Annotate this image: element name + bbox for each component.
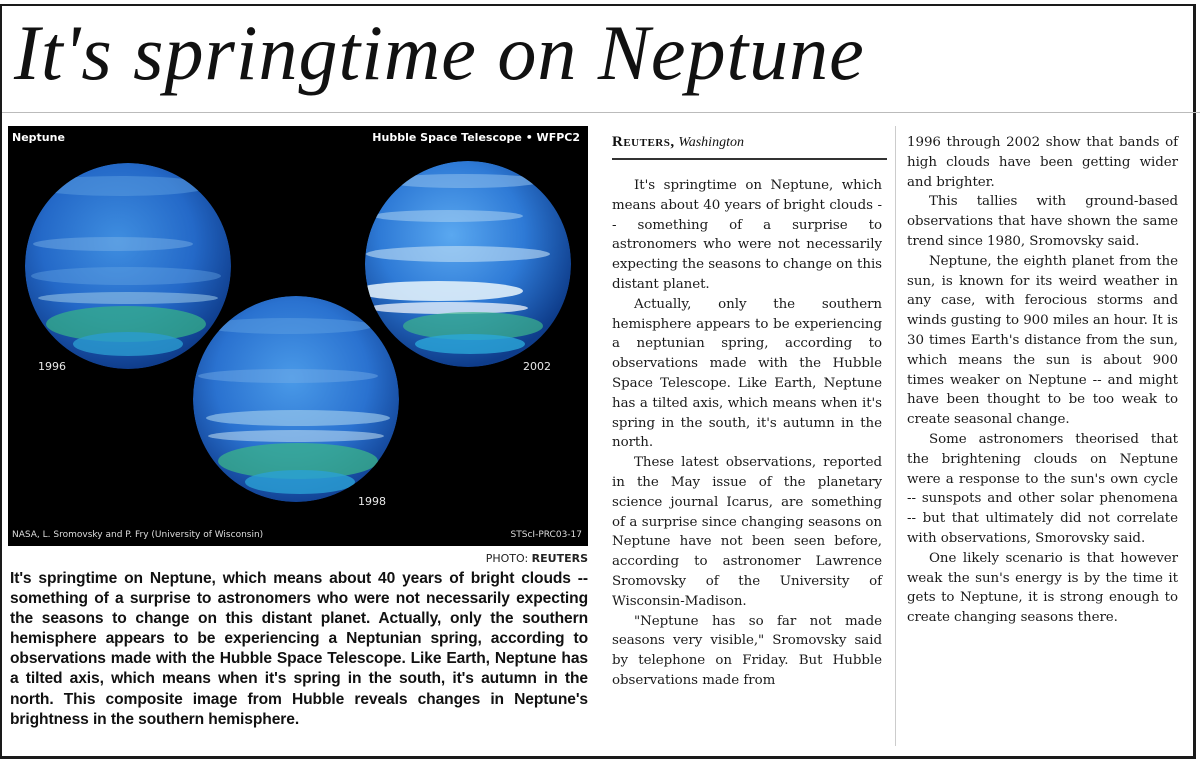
- paragraph: This tallies with ground-based observations that have shown the same trend since 1980, Sromovsky said.: [907, 194, 1178, 249]
- paragraph: "Neptune has so far not made seasons very visible," Sromovsky said by telephone on Friday. But Hubble observations made from: [612, 613, 882, 688]
- year-label-1998: 1998: [358, 495, 386, 508]
- planet-1998: [193, 296, 399, 502]
- paragraph: These latest observations, reported in the May issue of the planetary science journal Icarus, are something of a surprise since changing seasons on Neptune have not been seen before, according to astronomer Lawrence Sromovsky of the University of Wisconsin-Madison.: [612, 455, 882, 609]
- paragraph: 1996 through 2002 show that bands of high clouds have been getting wider and brighter.: [907, 135, 1178, 190]
- dateline-divider: [612, 158, 887, 160]
- image-code-label: STScI-PRC03-17: [510, 530, 582, 540]
- image-credit-label: NASA, L. Sromovsky and P. Fry (University of Wisconsin): [12, 530, 264, 540]
- planet-1996: [25, 163, 231, 369]
- photo-credit-agency: REUTERS: [531, 552, 588, 565]
- neptune-composite-image: [8, 126, 588, 546]
- photo-caption: It's springtime on Neptune, which means about 40 years of bright clouds -- something of a surprise to astronomers who were not necessarily expecting the seasons to change on this distant planet. Actually, only the southern hemisphere appears to be experiencing a Neptunian spring, according to observations made with the Hubble Space Telescope. Like Earth, Neptune has a tilted axis, which means when it's spring in the south, it's autumn in the north. This composite image from Hubble reveals changes in Neptune's brightness in the southern hemisphere.: [10, 570, 588, 728]
- year-label-1996: 1996: [38, 360, 66, 373]
- article-column-1: [612, 176, 882, 691]
- headline: It's springtime on Neptune: [14, 9, 865, 96]
- article-column-2: [907, 133, 1178, 628]
- photo-credit-prefix: PHOTO:: [485, 552, 532, 565]
- paragraph: It's springtime on Neptune, which means about 40 years of bright clouds -- something of a surprise to astronomers who were not necessarily expecting the seasons to change on this distant planet.: [612, 178, 882, 292]
- dateline: [612, 134, 887, 151]
- planet-2002: [353, 161, 571, 367]
- photo-source-label: Hubble Space Telescope • WFPC2: [372, 131, 580, 144]
- paragraph: Neptune, the eighth planet from the sun, is known for its weird weather in any case, with ferocious storms and winds gusting to 900 miles an hour. It is 30 times Earth's distance from the sun, which means the sun is about 900 times weaker on Neptune -- and might have been thought to be too weak to create seasonal change.: [907, 253, 1178, 428]
- dateline-place: Washington: [678, 135, 744, 150]
- paragraph: Actually, only the southern hemisphere appears to be experiencing a neptunian spring, according to observations made with the Hubble Space Telescope. Like Earth, Neptune has a tilted axis, which means when it's spring in the south, it's autumn in the north.: [612, 296, 882, 451]
- paragraph: One likely scenario is that however weak the sun's energy is by the time it gets to Neptune, it is strong enough to create changing seasons there.: [907, 550, 1178, 626]
- photo-credit: [8, 552, 588, 565]
- dateline-agency: Reuters,: [612, 134, 675, 150]
- headline-divider: [2, 112, 1200, 113]
- paragraph: Some astronomers theorised that the brightening clouds on Neptune were a response to the sun's own cycle -- sunspots and other solar phenomena -- but that ultimately did not correlate with observations, Smorovsky said.: [907, 431, 1178, 546]
- neptune-photo: [8, 126, 588, 546]
- column-divider: [895, 126, 896, 746]
- photo-title-label: Neptune: [12, 131, 65, 144]
- year-label-2002: 2002: [523, 360, 551, 373]
